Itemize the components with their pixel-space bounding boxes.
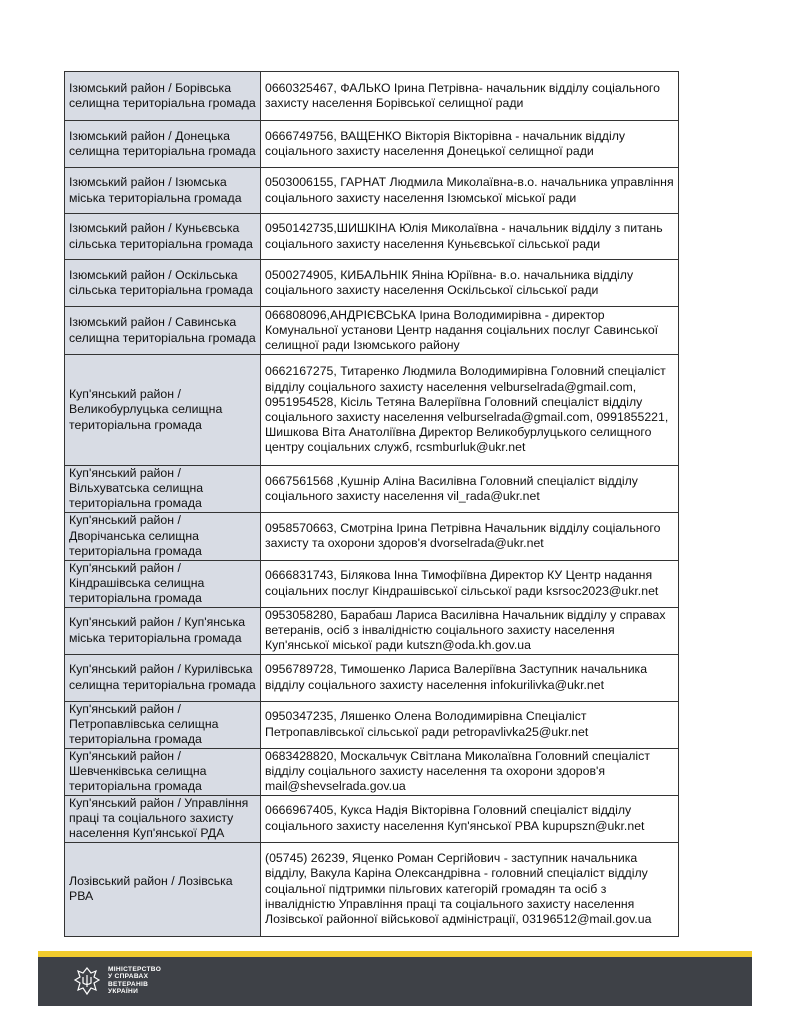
district-community-cell: Куп'янський район / Кіндрашівська селищна територіальна громада [65, 560, 261, 607]
contact-cell: 0500274905, КИБАЛЬНІК Яніна Юріївна- в.о. начальника відділу соціального захисту населення Оскільської сільської ради [261, 260, 679, 307]
contact-cell: 0666967405, Кукса Надія Вікторівна Головний спеціаліст відділу соціального захисту населення Куп'янської РВА kupupszn@ukr.net [261, 795, 679, 842]
contact-cell: 0683428820, Москальчук Світлана Миколаївна Головний спеціаліст відділу соціального захисту населення та охорони здоров'я mail@shevselrada.gov.ua [261, 748, 679, 795]
table-row [65, 560, 679, 607]
table-row [65, 72, 679, 121]
contact-cell: 0660325467, ФАЛЬКО Ірина Петрівна- начальник відділу соціального захисту населення Борівської селищної ради [261, 72, 679, 121]
contacts-table [64, 71, 679, 937]
district-community-cell: Ізюмський район / Оскільська сільська територіальна громада [65, 260, 261, 307]
ministry-emblem-icon [72, 965, 102, 997]
contact-cell: 0953058280, Барабаш Лариса Василівна Начальник відділу у справах ветеранів, осіб з інвалідністю соціального захисту населення Куп'янської міської ради kutszn@oda.kh.gov.ua [261, 607, 679, 654]
table-row [65, 121, 679, 168]
table-row [65, 701, 679, 748]
table-row [65, 795, 679, 842]
contact-cell: 066808096,АНДРІЄВСЬКА Ірина Володимирівна - директор Комунальної установи Центр надання соціальних послуг Савинської селищної ради Ізюмського району [261, 307, 679, 355]
contact-cell: 0666831743, Білякова Інна Тимофіївна Директор КУ Центр надання соціальних послуг Кіндрашівської сільської ради ksrsoc2023@ukr.net [261, 560, 679, 607]
table-row [65, 168, 679, 214]
table-row [65, 260, 679, 307]
contact-cell: 0950347235, Ляшенко Олена Володимирівна Спеціаліст Петропавлівської сільської ради petropavlivka25@ukr.net [261, 701, 679, 748]
contact-cell: 0958570663, Смотріна Ірина Петрівна Начальник відділу соціального захисту та охорони здоров'я dvorselrada@ukr.net [261, 512, 679, 560]
district-community-cell: Ізюмський район / Ізюмська міська територіальна громада [65, 168, 261, 214]
table-row [65, 214, 679, 260]
table-row [65, 307, 679, 355]
district-community-cell: Куп'янський район / Петропавлівська селищна територіальна громада [65, 701, 261, 748]
table-row [65, 607, 679, 654]
district-community-cell: Ізюмський район / Борівська селищна територіальна громада [65, 72, 261, 121]
ministry-name-line: УКРАЇНИ [108, 988, 139, 996]
district-community-cell: Ізюмський район / Донецька селищна територіальна громада [65, 121, 261, 168]
contact-cell: 0503006155, ГАРНАТ Людмила Миколаївна-в.о. начальника управління соціального захисту населення Ізюмської міської ради [261, 168, 679, 214]
district-community-cell: Ізюмський район / Куньєвська сільська територіальна громада [65, 214, 261, 260]
ministry-name [108, 966, 161, 996]
district-community-cell: Ізюмський район / Савинська селищна територіальна громада [65, 307, 261, 355]
footer-accent-stripe [38, 951, 752, 957]
contact-cell: 0667561568 ,Кушнір Аліна Василівна Головний спеціаліст відділу соціального захисту населення vil_rada@ukr.net [261, 466, 679, 513]
table-row [65, 512, 679, 560]
contact-cell: 0950142735,ШИШКІНА Юлія Миколаївна - начальник відділу з питань соціального захисту населення Куньєвської сільської ради [261, 214, 679, 260]
contact-cell: 0956789728, Тимошенко Лариса Валеріївна Заступник начальника відділу соціального захисту населення infokurilivka@ukr.net [261, 654, 679, 701]
contact-cell: (05745) 26239, Яценко Роман Сергійович - заступник начальника відділу, Вакула Каріна Олександрівна - головний спеціаліст відділу соціальної підтримки пільгових категорій громадян та осіб з інвалідністю Управління праці та соціального захисту населення Лозівської районної військової адміністрації, 03196512@mail.gov.ua [261, 842, 679, 936]
ministry-name-line: У СПРАВАХ [108, 973, 149, 981]
table-row [65, 466, 679, 513]
district-community-cell: Лозівський район / Лозівська РВА [65, 842, 261, 936]
district-community-cell: Куп'янський район / Великобурлуцька селищна територіальна громада [65, 355, 261, 466]
footer-bar [38, 951, 752, 1006]
table-row [65, 748, 679, 795]
district-community-cell: Куп'янський район / Управління праці та соціального захисту населення Куп'янської РДА [65, 795, 261, 842]
district-community-cell: Куп'янський район / Дворічанська селищна територіальна громада [65, 512, 261, 560]
table-row [65, 654, 679, 701]
district-community-cell: Куп'янський район / Вільхуватська селищна територіальна громада [65, 466, 261, 513]
table-row [65, 842, 679, 936]
district-community-cell: Куп'янський район / Курилівська селищна територіальна громада [65, 654, 261, 701]
district-community-cell: Куп'янський район / Шевченківська селищна територіальна громада [65, 748, 261, 795]
ministry-name-line: МІНІСТЕРСТВО [108, 966, 162, 973]
table-row [65, 355, 679, 466]
district-community-cell: Куп'янський район / Куп'янська міська територіальна громада [65, 607, 261, 654]
ministry-name-line: ВЕТЕРАНІВ [108, 980, 149, 988]
contact-cell: 0666749756, ВАЩЕНКО Вікторія Вікторівна - начальник відділу соціального захисту населення Донецької селищної ради [261, 121, 679, 168]
contact-cell: 0662167275, Титаренко Людмила Володимирівна Головний спеціаліст відділу соціального захисту населення velburselrada@gmail.com, 0951954528, Кісіль Тетяна Валеріївна Головний спеціаліст відділу соціального захисту населення velburselrada@gmail.com, 0991855221, Шишкова Віта Анатоліївна Директор Великобурлуцького селищного центру соціальних служб, rcsmburluk@ukr.net [261, 355, 679, 466]
